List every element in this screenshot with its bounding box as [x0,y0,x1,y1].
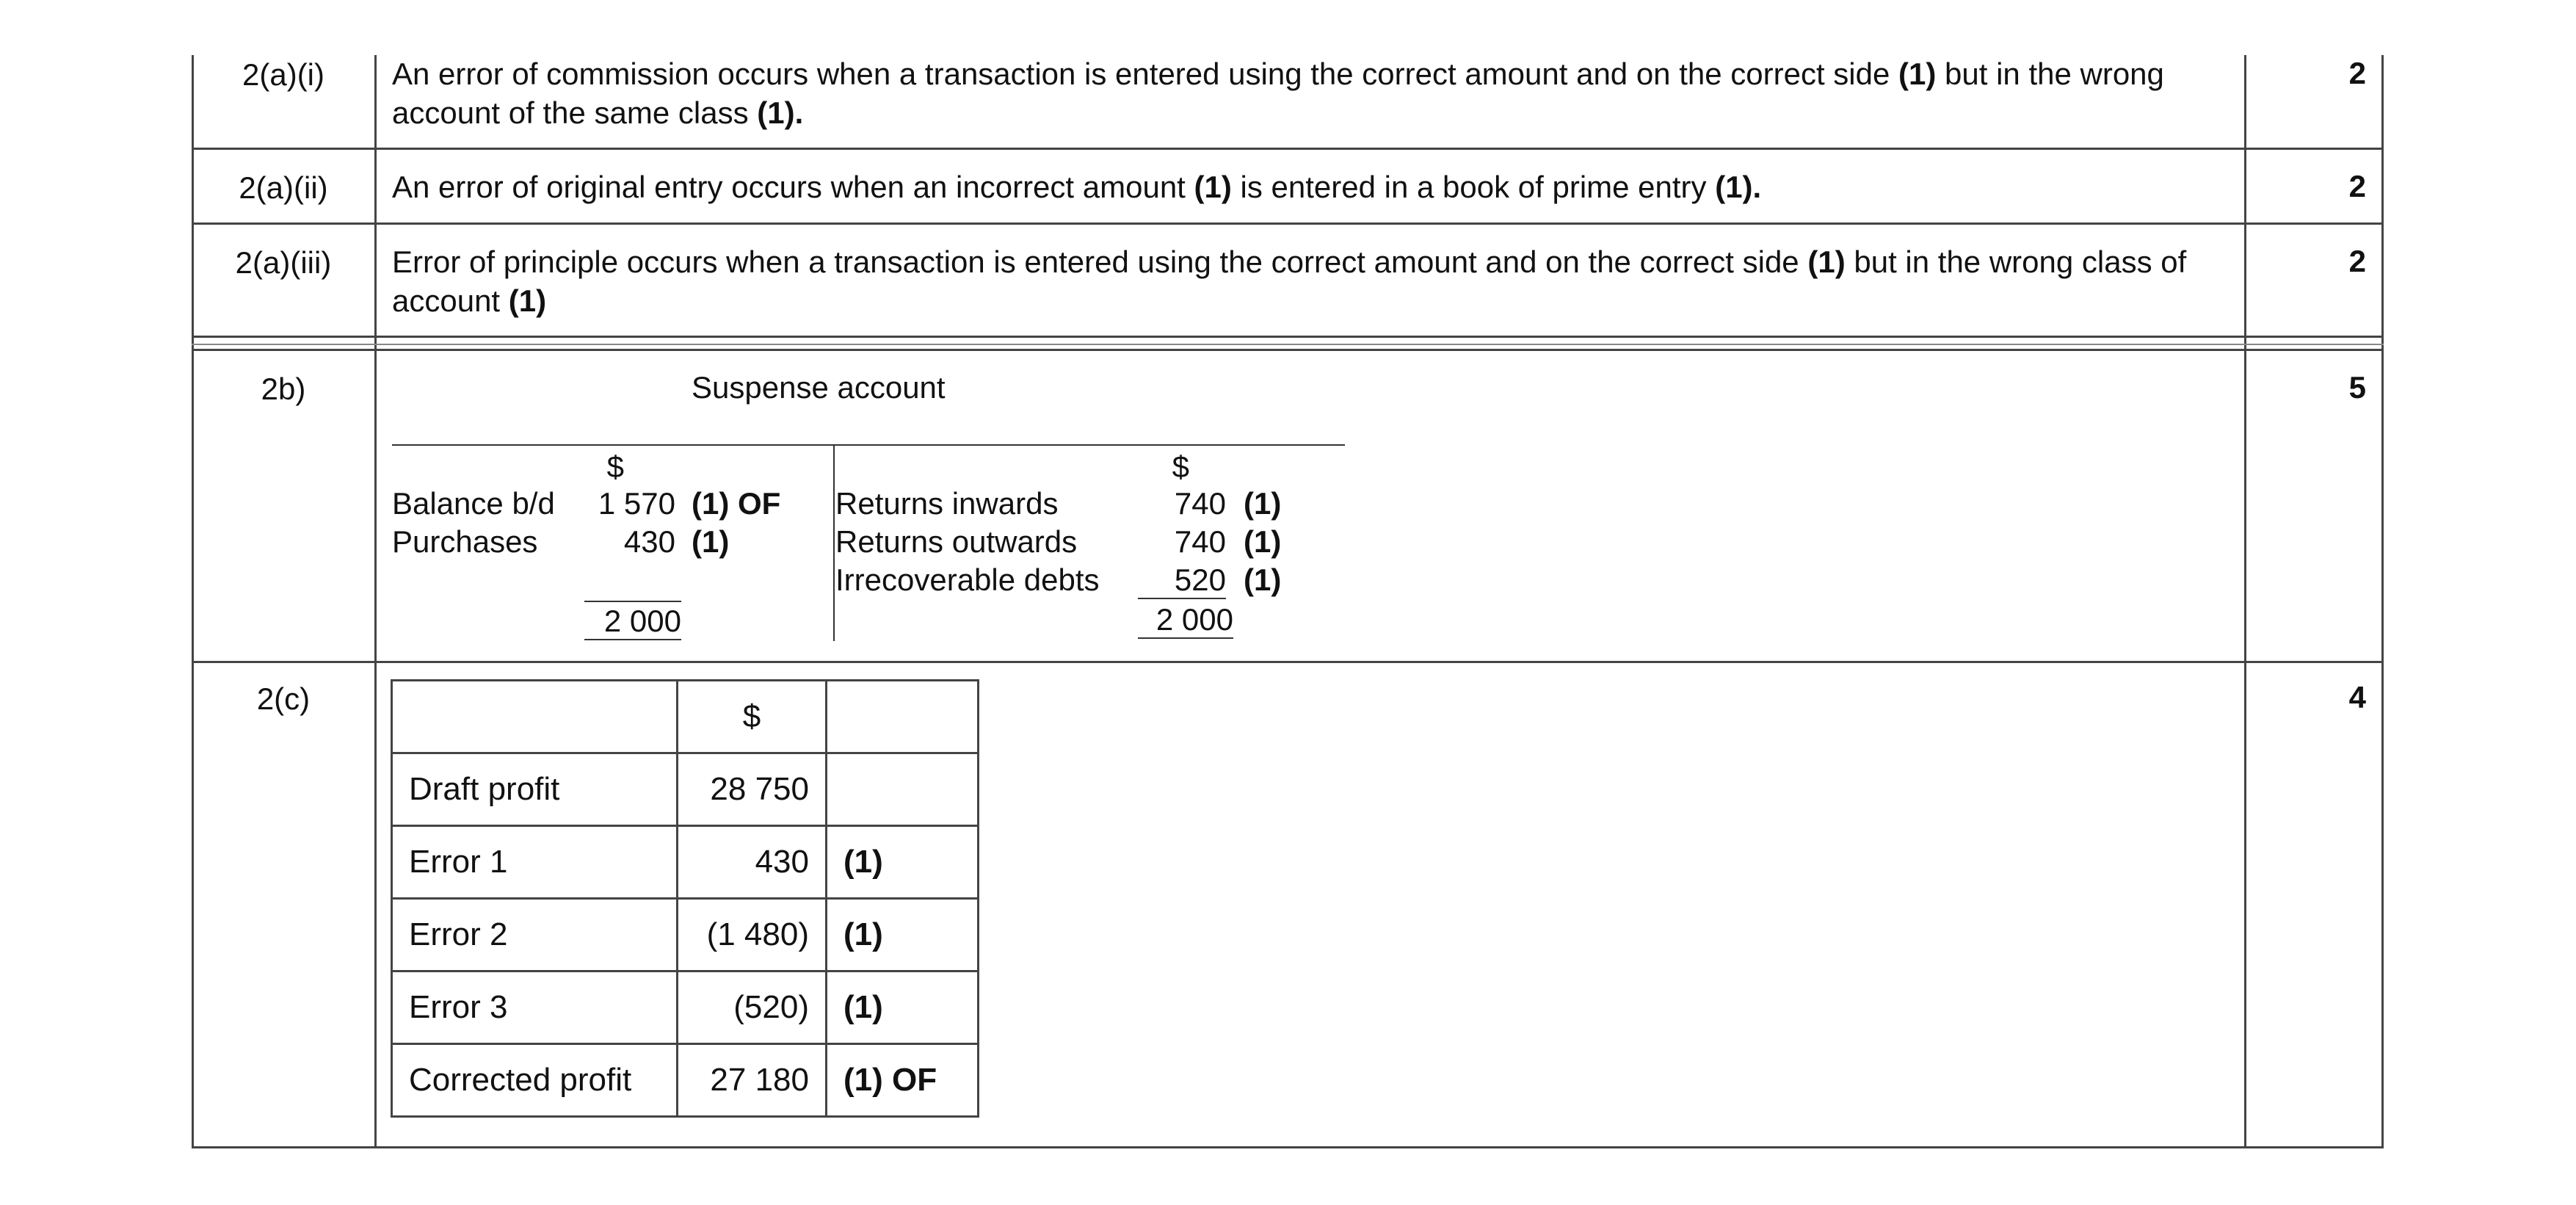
table-cell-amount: (1 480) [678,899,827,971]
credit-entry-amount: 520 [1138,562,1226,599]
debit-entry-mark: (1) [692,524,730,559]
profit-correction-table [391,679,979,1118]
answer-text [392,242,2231,320]
debit-entry-amount: 1 570 [598,486,675,521]
answer-text-part: An error of commission occurs when a transaction is entered using the correct amount and on the correct side [392,57,1899,91]
account-title: Suspense account [692,370,946,405]
credit-entry-label: Irrecoverable debts [835,562,1100,597]
mark-token: (1). [757,95,804,130]
table-cell-amount: 430 [678,826,827,899]
marks-value: 5 [2348,370,2366,405]
table-header-row [392,681,979,753]
debit-entry-amount: 430 [623,524,675,559]
currency-symbol: $ [1172,449,1189,484]
mark-token: (1) [1807,245,1846,279]
question-column-divider [374,55,377,1148]
table-row [392,899,979,971]
row-divider [192,148,2384,150]
table-cell-mark: (1) OF [827,1044,979,1117]
mark-token: (1) [1194,170,1232,204]
answer-text [392,167,2231,206]
question-number: 2(a)(i) [242,57,324,92]
credit-entry-amount: 740 [1174,524,1226,559]
marks-value: 4 [2348,680,2366,714]
table-cell-label: Corrected profit [392,1044,678,1117]
currency-symbol: $ [606,449,624,484]
debit-total: 2 000 [584,601,681,640]
table-header-cell: $ [678,681,827,753]
answer-text-part: An error of original entry occurs when an incorrect amount [392,170,1194,204]
answer-text-part: but in the wrong class of account [392,245,2187,318]
debit-entry-label: Balance b/d [392,486,555,521]
answer-text [392,54,2231,132]
question-number: 2b) [261,372,306,406]
table-cell-mark [827,753,979,826]
table-left-border [192,55,194,1148]
marks-value: 2 [2348,244,2366,278]
account-center-rule [833,446,835,641]
question-number: 2(c) [256,681,311,716]
table-cell-mark: (1) [827,826,979,899]
table-cell-label: Draft profit [392,753,678,826]
marks-value: 2 [2348,56,2366,90]
table-row [392,826,979,899]
row-divider [192,336,2384,338]
table-bottom-border [192,1146,2384,1148]
table-row [392,1044,979,1117]
table-header-cell [392,681,678,753]
table-cell-amount: 28 750 [678,753,827,826]
row-divider [192,222,2384,225]
question-number: 2(a)(iii) [235,245,332,280]
credit-entry-label: Returns outwards [835,524,1078,559]
marks-column-divider [2244,55,2246,1148]
table-right-border [2381,55,2384,1148]
credit-entry-amount: 740 [1174,486,1226,521]
table-cell-label: Error 1 [392,826,678,899]
table-cell-label: Error 2 [392,899,678,971]
mark-token: (1) [1898,57,1937,91]
table-row [392,971,979,1044]
answer-text-part: is entered in a book of prime entry [1231,170,1716,204]
credit-entry-mark: (1) [1244,486,1282,521]
credit-entry-mark: (1) [1244,524,1282,559]
double-rule [192,344,2384,345]
credit-total: 2 000 [1138,602,1233,639]
table-cell-mark: (1) [827,899,979,971]
account-top-rule [392,444,1345,446]
table-header-cell [827,681,979,753]
table-cell-mark: (1) [827,971,979,1044]
row-divider [192,661,2384,663]
mark-token: (1) [508,283,547,318]
table-row [392,753,979,826]
row-divider [192,349,2384,351]
answer-text-part: but in the wrong account of the same class [392,57,2164,130]
credit-entry-mark: (1) [1244,562,1282,597]
debit-entry-mark: (1) OF [692,486,781,521]
mark-token: (1). [1715,170,1762,204]
debit-entry-label: Purchases [392,524,538,559]
question-number: 2(a)(ii) [239,170,328,205]
credit-entry-label: Returns inwards [835,486,1059,521]
answer-text-part: Error of principle occurs when a transaction is entered using the correct amount and on the correct side [392,245,1808,279]
marks-value: 2 [2348,169,2366,203]
table-cell-label: Error 3 [392,971,678,1044]
table-cell-amount: (520) [678,971,827,1044]
table-cell-amount: 27 180 [678,1044,827,1117]
